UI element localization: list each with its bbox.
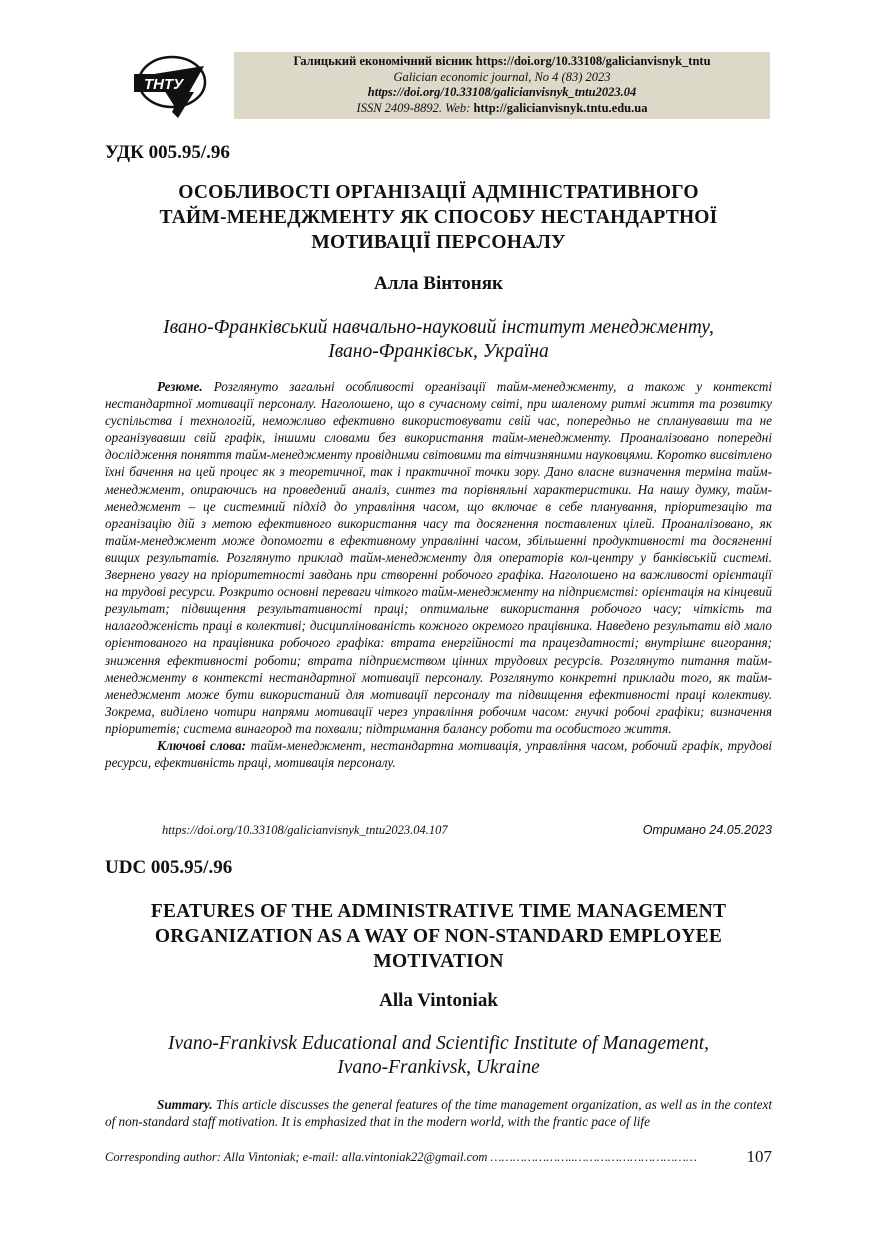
journal-issue-doi: https://doi.org/10.33108/galicianvisnyk_tntu2023.04: [367, 85, 637, 99]
corresponding-author: Corresponding author: Alla Vintoniak; e-mail: alla.vintoniak22@gmail.com …………………..……………………………: [105, 1150, 697, 1164]
abstract-ua: [105, 378, 772, 771]
journal-title-ua: Галицький економічний вісник https://doi.org/10.33108/galicianvisnyk_tntu: [293, 54, 711, 68]
title-ua-line: ТАЙМ-МЕНЕДЖМЕНТУ ЯК СПОСОБУ НЕСТАНДАРТНОЇ: [159, 207, 718, 228]
journal-title-en: Galician economic journal, No 4 (83) 2023: [393, 69, 611, 84]
author-ua: Алла Вінтоняк: [374, 273, 503, 294]
title-en-line: ORGANIZATION AS A WAY OF NON-STANDARD EMPLOYEE: [154, 926, 723, 947]
title-en-line: FEATURES OF THE ADMINISTRATIVE TIME MANAGEMENT: [150, 901, 727, 922]
page-footer: [105, 1147, 772, 1166]
affiliation-en: [105, 1032, 772, 1080]
journal-website-link[interactable]: http://galicianvisnyk.tntu.edu.ua: [473, 100, 648, 115]
title-en-line: MOTIVATION: [373, 951, 504, 972]
journal-header: [234, 52, 770, 119]
abstract-paragraph: [105, 378, 772, 737]
article-doi-link[interactable]: https://doi.org/10.33108/galicianvisnyk_tntu2023.04.107: [162, 823, 448, 837]
logo-text: ТНТУ: [144, 76, 184, 93]
udc-en: UDC 005.95/.96: [105, 857, 233, 878]
keywords-text: тайм-менеджмент, нестандартна мотивація, управління часом, робочий графік, трудові ресурси, ефективність праці, мотивація персоналу.: [105, 737, 773, 771]
page-number: 107: [746, 1147, 772, 1166]
affiliation-ua: [105, 316, 772, 364]
journal-issn: [234, 101, 770, 117]
abstract-label: Резюме.: [157, 379, 203, 394]
article-title-en: [105, 899, 772, 974]
affiliation-ua-line: Івано-Франківський навчально-науковий інститут менеджменту,: [163, 317, 714, 338]
summary-paragraph: [105, 1096, 772, 1130]
issn-text: ISSN 2409-8892. Web:: [356, 100, 474, 115]
summary-en: [105, 1096, 772, 1130]
keywords-label: Ключові слова:: [157, 737, 247, 753]
title-ua-line: МОТИВАЦІЇ ПЕРСОНАЛУ: [311, 232, 566, 253]
keywords-paragraph: [105, 737, 772, 771]
summary-label: Summary.: [157, 1097, 213, 1112]
affiliation-en-line: Ivano-Frankivsk, Ukraine: [337, 1057, 540, 1078]
affiliation-ua-line: Івано-Франківськ, Україна: [328, 341, 549, 362]
summary-text: This article discusses the general features of the time management organization, as well as in the context of non-standard staff motivation. It is emphasized that in the modern world, with the frantic pace of life: [105, 1097, 773, 1130]
author-en: Alla Vintoniak: [379, 990, 498, 1011]
title-ua-line: ОСОБЛИВОСТІ ОРГАНІЗАЦІЇ АДМІНІСТРАТИВНОГО: [178, 182, 699, 203]
abstract-text: Розглянуто загальні особливості організації тайм-менеджменту, а також у контексті нестандартної мотивації персоналу. Наголошено, що в сучасному світі, при шаленому ритмі життя та розвитку суспільства і технологій, неможливо ефективно використовувати свій час, попередньо не спланувавши та не організувавши свій графік, іншими словами без використання тайм-менеджменту. Проаналізовано попередні дослідження поняття тайм-менеджменту провідними світовими та вітчизняними науковцями. Коротко висвітлено їхні бачення на цей процес як з теоретичної, так і практичної точки зору. Дано власне визначення терміна тайм-менеджмент, опираючись на проведений аналіз, синтез та порівняльні характеристики. На нашу думку, тайм-менеджмент – це системний підхід до управління часом, що включає в себе планування, пріоритезацію та організацію дій з метою ефективного використання часу та досягнення поставлених цілей. Проаналізовано, як тайм-менеджмент може допомогти в ефективному управлінні часом, збільшенні продуктивності та досягненні вищих результатів. Розглянуто приклад тайм-менеджменту для операторів кол-центру у банківській системі. Звернено увагу на пріоритетності завдань при створенні робочого графіка. Наголошено на важливості орієнтації на трудові ресурси. Розкрито основні переваги чіткого тайм-менеджменту на підприємстві: орієнтація на кінцевий результат; підвищення результативності праці; оптимальне використання робочого часу; чіткість та налагодженість праці в колективі; дисциплінованість кожного окремого працівника. Наведено результати від мало орієнтованого на працівника робочого графіка: втрата енергійності та працездатності; внутрішнє вигорання; зниження ефективності роботи; втрата підприємством цінних трудових ресурсів. Розглянуто питання тайм-менеджменту в контексті нестандартної мотивації персоналу. Розглянуто конкретні приклади того, як тайм-менеджмент може бути використаний для мотивації персоналу та підвищення ефективності праці колективу. Зокрема, виділено чотири напрями мотивації через управління робочим часом: гнучкі робочі графіки; визначення пріоритетів; система винагород та похвали; підтримання балансу роботи та особистого життя.: [105, 379, 773, 736]
udc-ua: УДК 005.95/.96: [105, 142, 230, 163]
article-title-ua: [105, 180, 772, 255]
journal-logo: [134, 52, 210, 120]
affiliation-en-line: Ivano-Frankivsk Educational and Scientific Institute of Management,: [168, 1033, 709, 1054]
received-date: Отримано 24.05.2023: [642, 823, 772, 837]
